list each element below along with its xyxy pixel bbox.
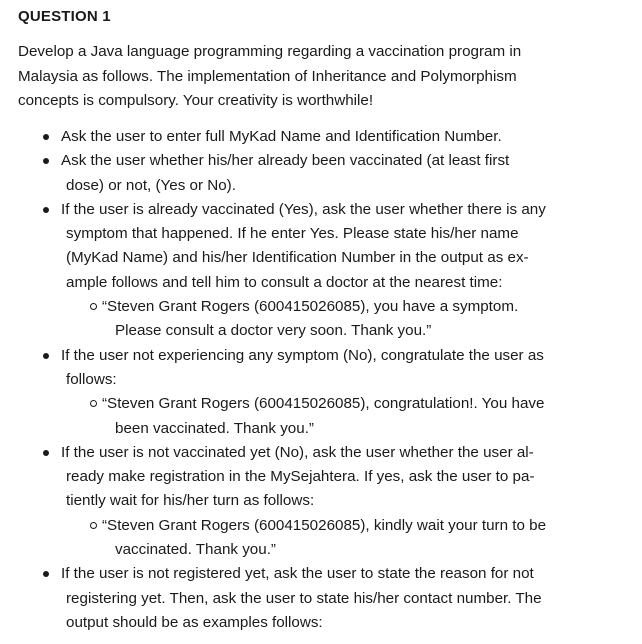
intro-line: concepts is compulsory. Your creativity is worthwhile! [18, 92, 374, 109]
list-item [0, 149, 642, 198]
list-item-line: (MyKad Name) and his/her Identification Number in the output as ex- [66, 249, 529, 267]
sub-list-item [0, 392, 642, 441]
list-item-line: If the user is not vaccinated yet (No), ask the user whether the user al- [61, 443, 534, 461]
sub-list-item [0, 295, 642, 344]
list-item-line: follows: [66, 370, 117, 388]
list-item-line: registering yet. Then, ask the user to state his/her contact number. The [66, 589, 542, 607]
circle-bullet-icon [90, 400, 97, 407]
list-item-line: Ask the user whether his/her already been vaccinated (at least first [61, 152, 510, 170]
sub-item-line: Please consult a doctor very soon. Thank you.” [115, 322, 432, 340]
sub-list-item [0, 514, 642, 563]
sub-item-line: “Steven Grant Rogers (600415026085), congratulation!. You have [102, 395, 545, 413]
list-item [0, 562, 642, 635]
list-item-line: If the user is not registered yet, ask the user to state the reason for not [61, 565, 534, 583]
list-item-line: ready make registration in the MySejahtera. If yes, ask the user to pa- [66, 468, 535, 486]
list-item-line: ample follows and tell him to consult a doctor at the nearest time: [66, 273, 503, 291]
requirements-list [0, 125, 642, 635]
intro-line: Malaysia as follows. The implementation of Inheritance and Polymorphism [18, 67, 517, 85]
bullet-icon [43, 134, 49, 140]
list-item-line: dose) or not, (Yes or No). [66, 176, 236, 194]
bullet-icon [43, 571, 49, 577]
circle-bullet-icon [90, 303, 97, 310]
list-item-line: If the user not experiencing any symptom (No), congratulate the user as [61, 346, 544, 364]
intro-line: Develop a Java language programming regarding a vaccination program in [18, 43, 522, 60]
sub-item-line: “Steven Grant Rogers (600415026085), you have a symptom. [102, 298, 519, 316]
bullet-icon [43, 353, 49, 359]
list-item-line: If the user is already vaccinated (Yes), ask the user whether there is any [61, 200, 546, 218]
list-item-line: Ask the user to enter full MyKad Name and Identification Number. [61, 128, 502, 145]
intro-paragraph [18, 40, 618, 114]
list-item-line: symptom that happened. If he enter Yes. Please state his/her name [66, 225, 519, 243]
list-item [0, 198, 642, 295]
bullet-icon [43, 450, 49, 456]
sub-item-line: “Steven Grant Rogers (600415026085), kindly wait your turn to be [102, 516, 547, 534]
list-item-line: output should be as examples follows: [66, 613, 323, 631]
bullet-icon [43, 207, 49, 213]
list-item [0, 344, 642, 393]
list-item [0, 125, 642, 149]
question-heading: QUESTION 1 [18, 8, 111, 25]
sub-item-line: been vaccinated. Thank you.” [115, 419, 314, 437]
circle-bullet-icon [90, 522, 97, 529]
bullet-icon [43, 158, 49, 164]
sub-item-line: vaccinated. Thank you.” [115, 541, 276, 559]
list-item [0, 441, 642, 514]
list-item-line: tiently wait for his/her turn as follows: [66, 492, 315, 510]
